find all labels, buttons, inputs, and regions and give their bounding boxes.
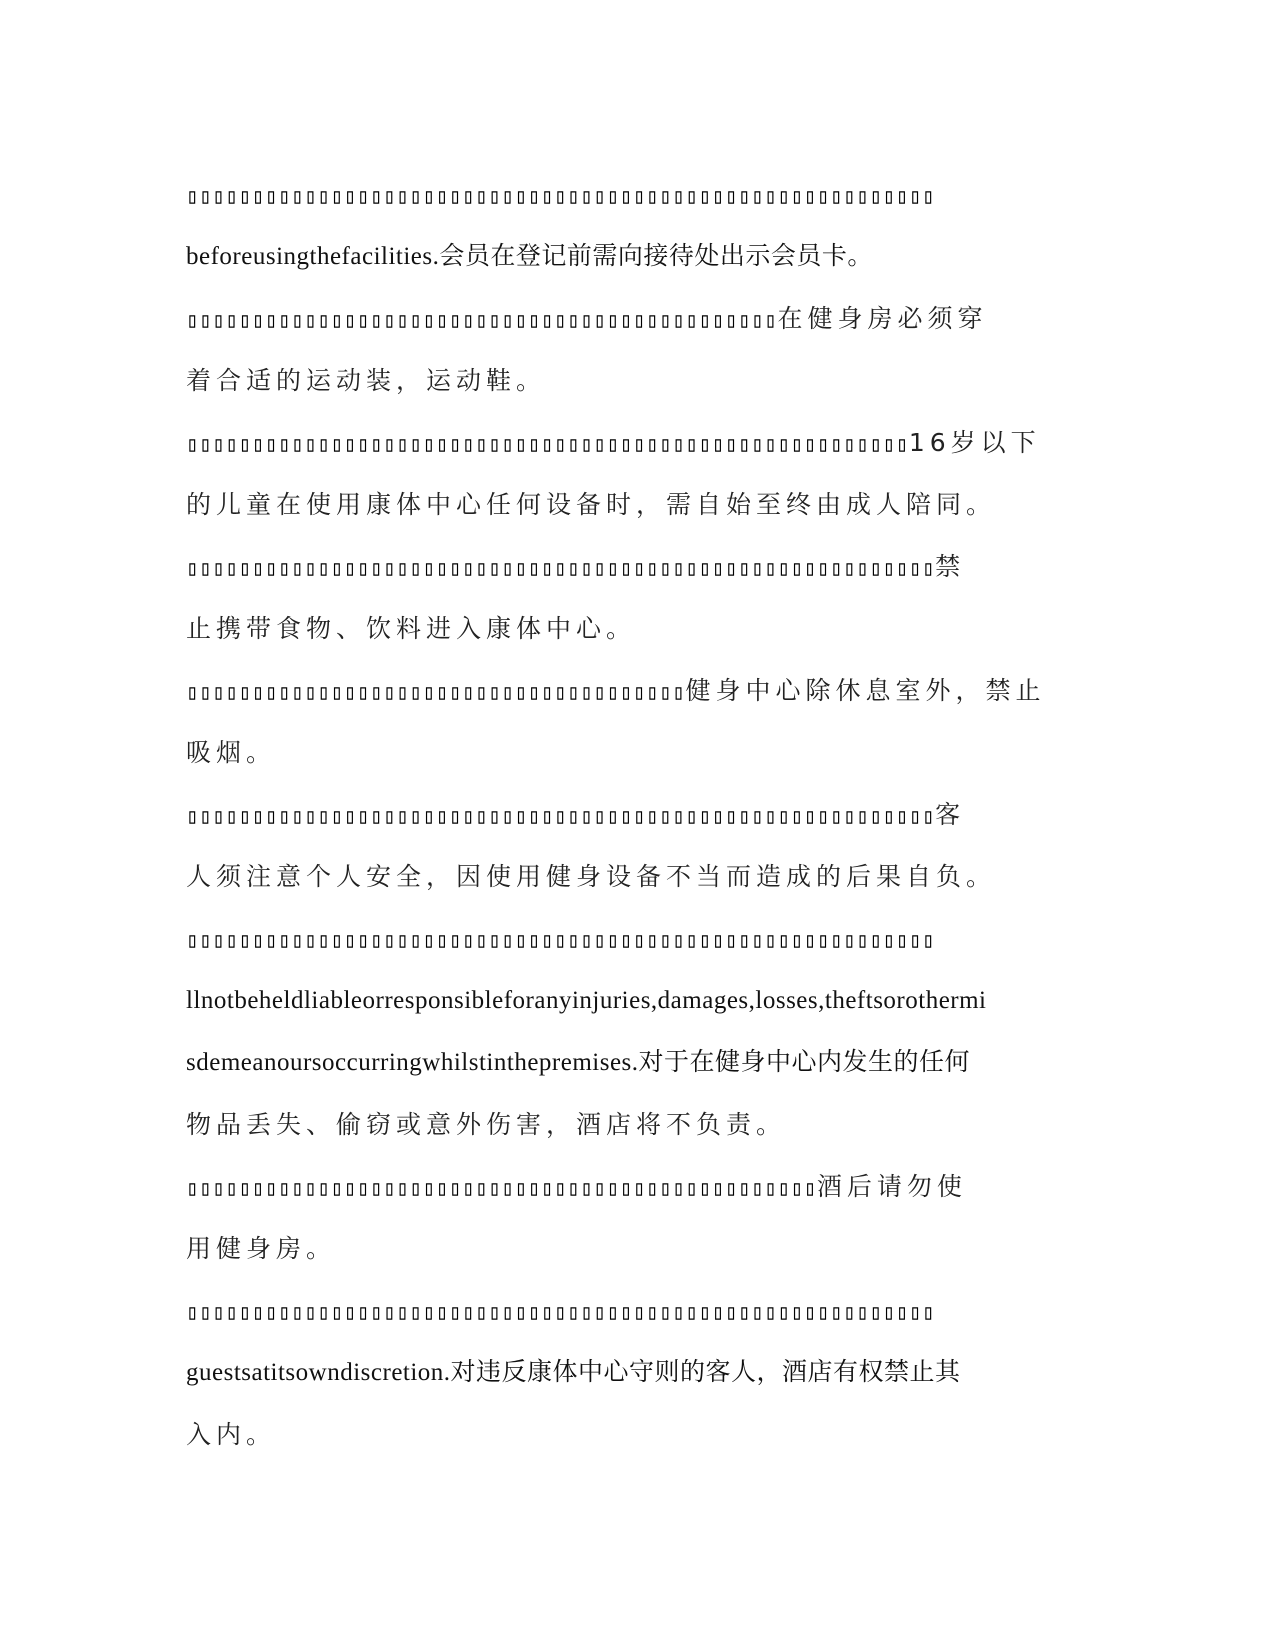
rule-2-line-1 [186, 288, 1186, 350]
rules-list [186, 164, 1186, 1466]
rule-9-line-1 [186, 1280, 1186, 1342]
rule-6-line-1 [186, 784, 1186, 846]
line-tail: 在健身房必须穿 [777, 304, 988, 333]
missing-glyphs-run: ▯▯▯▯▯▯▯▯▯▯▯▯▯▯▯▯▯▯▯▯▯▯▯▯▯▯▯▯▯▯▯▯▯▯▯▯▯▯ [186, 680, 686, 704]
rule-6-line-2: 人须注意个人安全，因使用健身设备不当而造成的后果自负。 [186, 862, 997, 891]
missing-glyphs-run: ▯▯▯▯▯▯▯▯▯▯▯▯▯▯▯▯▯▯▯▯▯▯▯▯▯▯▯▯▯▯▯▯▯▯▯▯▯▯▯▯▯▯▯▯▯▯▯▯▯▯▯▯▯▯▯▯▯ [186, 1300, 936, 1324]
rule-7-line-1 [186, 908, 1186, 970]
rule-1-line-1 [186, 164, 1186, 226]
missing-glyphs-run: ▯▯▯▯▯▯▯▯▯▯▯▯▯▯▯▯▯▯▯▯▯▯▯▯▯▯▯▯▯▯▯▯▯▯▯▯▯▯▯▯▯▯▯▯▯▯▯▯▯▯▯▯▯▯▯ [186, 432, 909, 456]
rule-9-line-2: guestsatitsowndiscretion.对违反康体中心守则的客人，酒店有权禁止其 [186, 1359, 961, 1386]
missing-glyphs-run: ▯▯▯▯▯▯▯▯▯▯▯▯▯▯▯▯▯▯▯▯▯▯▯▯▯▯▯▯▯▯▯▯▯▯▯▯▯▯▯▯▯▯▯▯▯ [186, 308, 778, 332]
missing-glyphs-run: ▯▯▯▯▯▯▯▯▯▯▯▯▯▯▯▯▯▯▯▯▯▯▯▯▯▯▯▯▯▯▯▯▯▯▯▯▯▯▯▯▯▯▯▯▯▯▯▯▯▯▯▯▯▯▯▯▯ [186, 928, 936, 952]
rule-7-line-2: llnotbeheldliableorresponsibleforanyinjuries,damages,losses,theftsorothermi [186, 987, 987, 1014]
rule-5-line-2: 吸烟。 [186, 738, 277, 767]
line-tail: 禁 [935, 552, 966, 581]
rule-7-line-4: 物品丢失、偷窃或意外伤害，酒店将不负责。 [186, 1110, 787, 1139]
rule-4-line-1 [186, 536, 1186, 598]
missing-glyphs-run: ▯▯▯▯▯▯▯▯▯▯▯▯▯▯▯▯▯▯▯▯▯▯▯▯▯▯▯▯▯▯▯▯▯▯▯▯▯▯▯▯▯▯▯▯▯▯▯▯▯▯▯▯▯▯▯▯▯ [186, 804, 936, 828]
line-tail: 16岁以下 [908, 428, 1041, 457]
rule-9-line-3: 入内。 [186, 1420, 277, 1449]
rule-3-line-1 [186, 412, 1186, 474]
rule-1-line-2: beforeusingthefacilities.会员在登记前需向接待处出示会员卡。 [186, 243, 873, 270]
line-tail: 客 [935, 800, 966, 829]
missing-glyphs-run: ▯▯▯▯▯▯▯▯▯▯▯▯▯▯▯▯▯▯▯▯▯▯▯▯▯▯▯▯▯▯▯▯▯▯▯▯▯▯▯▯▯▯▯▯▯▯▯▯▯▯▯▯▯▯▯▯▯ [186, 184, 936, 208]
rule-8-line-1 [186, 1156, 1186, 1218]
rule-2-line-2: 着合适的运动装，运动鞋。 [186, 366, 547, 395]
rule-7-line-3: sdemeanoursoccurringwhilstinthepremises.对于在健身中心内发生的任何 [186, 1049, 971, 1076]
line-tail: 酒后请勿使 [816, 1172, 967, 1201]
rule-5-line-1 [186, 660, 1186, 722]
rule-4-line-2: 止携带食物、饮料进入康体中心。 [186, 614, 637, 643]
rule-3-line-2: 的儿童在使用康体中心任何设备时，需自始至终由成人陪同。 [186, 490, 997, 519]
missing-glyphs-run: ▯▯▯▯▯▯▯▯▯▯▯▯▯▯▯▯▯▯▯▯▯▯▯▯▯▯▯▯▯▯▯▯▯▯▯▯▯▯▯▯▯▯▯▯▯▯▯▯ [186, 1176, 817, 1200]
line-tail: 健身中心除休息室外，禁止 [685, 676, 1046, 705]
rule-8-line-2: 用健身房。 [186, 1234, 337, 1263]
missing-glyphs-run: ▯▯▯▯▯▯▯▯▯▯▯▯▯▯▯▯▯▯▯▯▯▯▯▯▯▯▯▯▯▯▯▯▯▯▯▯▯▯▯▯▯▯▯▯▯▯▯▯▯▯▯▯▯▯▯▯▯ [186, 556, 936, 580]
